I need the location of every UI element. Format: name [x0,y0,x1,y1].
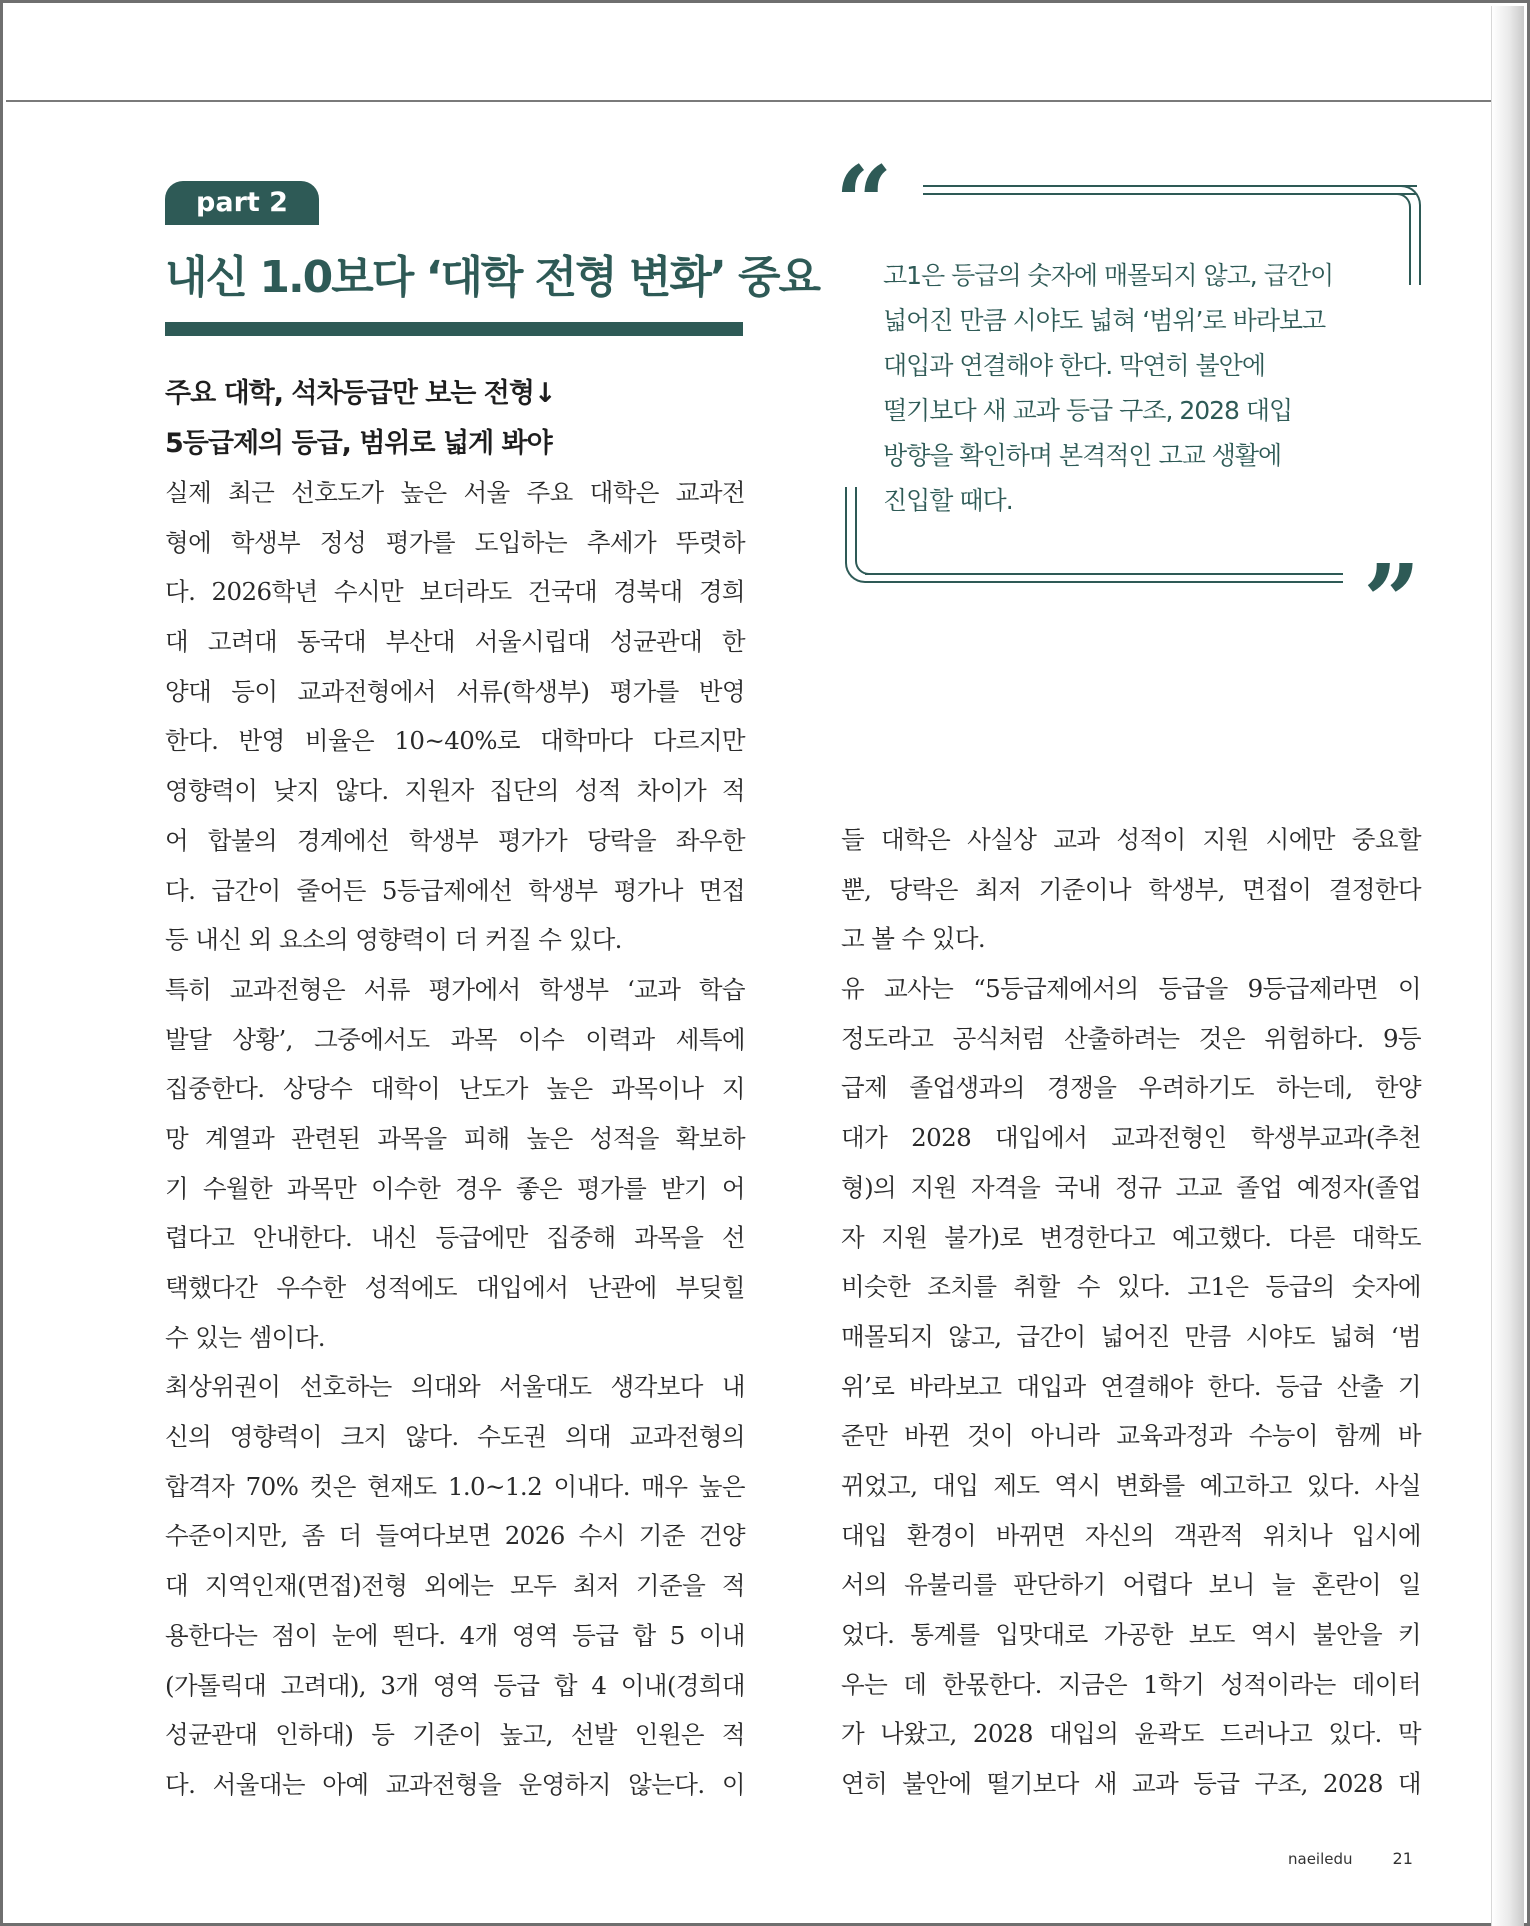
pull-quote-line: 떨기보다 새 교과 등급 구조, 2028 대입 [883,396,1293,425]
body-text-line: 용한다는 점이 눈에 띈다. 4개 영역 등급 합 5 이내 [165,1620,745,1650]
body-text-line: 망 계열과 관련된 과목을 피해 높은 성적을 확보하 [165,1123,745,1153]
body-text-line: 매몰되지 않고, 급간이 넓어진 만큼 시야도 넓혀 ‘범 [841,1321,1421,1351]
quote-frame-bottom [865,573,1343,583]
body-text-line: (가톨릭대 고려대), 3개 영역 등급 합 4 이내(경희대 [165,1670,745,1700]
body-text-line: 급제 졸업생과의 경쟁을 우려하기도 하는데, 한양 [841,1073,1421,1103]
quote-frame-top [923,185,1417,195]
body-text-line: 뿐, 당락은 최저 기준이나 학생부, 면접이 결정한다 [841,874,1421,904]
body-text-line: 위’로 바라보고 대입과 연결해야 한다. 등급 산출 기 [841,1371,1421,1401]
quote-frame-corner [855,487,871,575]
quote-frame-corner [1397,193,1411,285]
body-text-line: 택했다간 우수한 성적에도 대입에서 난관에 부딪힐 [165,1273,745,1302]
body-text-line: 성균관대 인하대) 등 기준이 높고, 선발 인원은 적 [165,1720,745,1750]
subhead [165,369,755,469]
subhead-line: 5등급제의 등급, 범위로 넓게 봐야 [165,428,552,459]
body-text-line: 가 나왔고, 2028 대입의 윤곽도 드러나고 있다. 막 [841,1719,1421,1749]
body-text-line: 형에 학생부 정성 평가를 도입하는 추세가 뚜렷하 [165,527,745,557]
body-text-line: 특히 교과전형은 서류 평가에서 학생부 ‘교과 학습 [165,974,745,1004]
body-text-line: 었다. 통계를 입맛대로 가공한 보도 역시 불안을 키 [841,1620,1421,1649]
body-text-line: 신의 영향력이 크지 않다. 수도권 의대 교과전형의 [165,1422,745,1452]
body-text-line: 대입 환경이 바뀌면 자신의 객관적 위치나 입시에 [841,1520,1421,1550]
pull-quote-line: 방향을 확인하며 본격적인 고교 생활에 [883,441,1282,470]
body-text-line: 고 볼 수 있다. [841,924,986,954]
body-column-left [165,468,745,1810]
page-footer [1288,1849,1413,1868]
subhead-line: 주요 대학, 석차등급만 보는 전형↓ [165,378,556,409]
body-text-line: 다. 서울대는 아예 교과전형을 운영하지 않는다. 이 [165,1769,745,1799]
body-text-line: 집중한다. 상당수 대학이 난도가 높은 과목이나 지 [165,1074,745,1104]
close-quote-mark-icon: ” [1363,542,1421,660]
body-text-line: 대 지역인재(면접)전형 외에는 모두 최저 기준을 적 [165,1571,745,1601]
body-text-line: 합격자 70% 컷은 현재도 1.0~1.2 이내다. 매우 높은 [165,1471,745,1501]
body-text-line: 대가 2028 대입에서 교과전형인 학생부교과(추천 [841,1123,1421,1153]
body-text-line: 뀌었고, 대입 제도 역시 변화를 예고하고 있다. 사실 [841,1470,1421,1500]
body-column-right [841,815,1421,1809]
footer-brand: naeiledu [1288,1850,1353,1868]
headline-underline-bar [165,322,743,336]
body-text-line: 정도라고 공식처럼 산출하려는 것은 위험하다. 9등 [841,1023,1421,1053]
pull-quote-line: 대입과 연결해야 한다. 막연히 불안에 [883,351,1265,380]
body-text-line: 실제 최근 선호도가 높은 서울 주요 대학은 교과전 [165,478,745,507]
body-text-line: 수준이지만, 좀 더 들여다보면 2026 수시 기준 건양 [165,1521,745,1551]
body-text-line: 다. 급간이 줄어든 5등급제에선 학생부 평가나 면접 [165,875,745,905]
page-edge-shadow [1491,6,1524,1926]
page-number: 21 [1392,1849,1413,1868]
headline: 내신 1.0보다 ‘대학 전형 변화’ 중요 [165,252,820,303]
body-text-line: 우는 데 한몫한다. 지금은 1학기 성적이라는 데이터 [841,1669,1421,1699]
body-text-line: 영향력이 낮지 않다. 지원자 집단의 성적 차이가 적 [165,776,745,806]
top-rule [6,100,1509,102]
open-quote-mark-icon: “ [835,144,893,262]
body-text-line: 연히 불안에 떨기보다 새 교과 등급 구조, 2028 대 [841,1769,1421,1799]
body-text-line: 수 있는 셈이다. [165,1322,325,1352]
pull-quote-line: 진입할 때다. [883,486,1013,515]
body-text-line: 최상위권이 선호하는 의대와 서울대도 생각보다 내 [165,1372,745,1402]
body-text-line: 형)의 지원 자격을 국내 정규 고교 졸업 예정자(졸업 [841,1172,1421,1202]
body-text-line: 등 내신 외 요소의 영향력이 더 커질 수 있다. [165,925,622,955]
body-text-line: 다. 2026학년 수시만 보더라도 건국대 경북대 경희 [165,577,745,607]
pull-quote-line: 넓어진 만큼 시야도 넓혀 ‘범위’로 바라보고 [883,306,1326,335]
body-text-line: 어 합불의 경계에선 학생부 평가가 당락을 좌우한 [165,825,745,855]
body-text-line: 양대 등이 교과전형에서 서류(학생부) 평가를 반영 [165,676,745,706]
body-text-line: 유 교사는 “5등급제에서의 등급을 9등급제라면 이 [841,974,1421,1004]
body-text-line: 기 수월한 과목만 이수한 경우 좋은 평가를 받기 어 [165,1173,745,1203]
body-text-line: 들 대학은 사실상 교과 성적이 지원 시에만 중요할 [841,825,1421,854]
body-text-line: 대 고려대 동국대 부산대 서울시립대 성균관대 한 [165,627,745,657]
body-text-line: 비슷한 조치를 취할 수 있다. 고1은 등급의 숫자에 [841,1272,1421,1302]
pull-quote [883,253,1383,523]
section-tag: part 2 [165,181,319,225]
body-text-line: 발달 상황’, 그중에서도 과목 이수 이력과 세특에 [165,1024,745,1054]
body-text-line: 한다. 반영 비율은 10~40%로 대학마다 다르지만 [165,726,745,756]
body-text-line: 서의 유불리를 판단하기 어렵다 보니 늘 혼란이 일 [841,1570,1421,1600]
body-text-line: 준만 바뀐 것이 아니라 교육과정과 수능이 함께 바 [841,1421,1421,1451]
body-text-line: 렵다고 안내한다. 내신 등급에만 집중해 과목을 선 [165,1223,745,1253]
body-text-line: 자 지원 불가)로 변경한다고 예고했다. 다른 대학도 [841,1222,1421,1252]
pull-quote-line: 고1은 등급의 숫자에 매몰되지 않고, 급간이 [883,261,1334,290]
